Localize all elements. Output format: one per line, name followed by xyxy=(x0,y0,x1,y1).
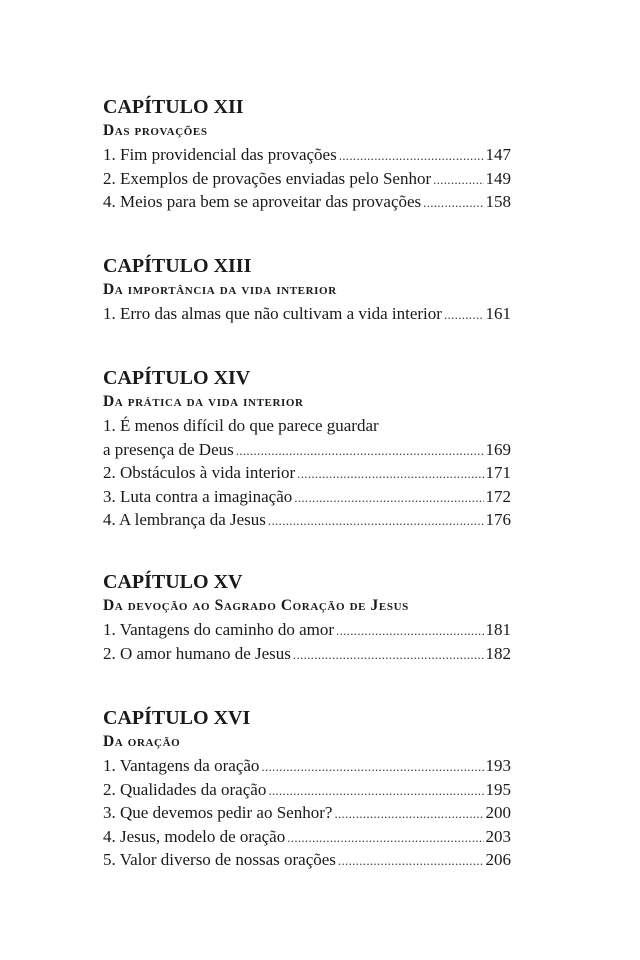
chapter-xiii xyxy=(103,254,511,326)
toc-entry-text: 2. Exemplos de provações enviadas pelo Senhor xyxy=(103,168,432,188)
dot-leader xyxy=(433,168,483,192)
toc-entry[interactable] xyxy=(103,825,511,849)
page-number: 147 xyxy=(485,145,511,164)
dot-leader xyxy=(261,755,483,779)
toc-entry[interactable] xyxy=(103,801,511,825)
toc-entry[interactable] xyxy=(103,167,511,191)
chapter-title: CAPÍTULO XVI xyxy=(103,707,251,729)
toc-entry[interactable] xyxy=(103,414,511,438)
chapter-title: CAPÍTULO XIII xyxy=(103,255,252,277)
toc-entry-text: 1. Vantagens do caminho do amor xyxy=(103,620,335,639)
chapter-subtitle: Da oração xyxy=(103,733,181,750)
toc-entry[interactable] xyxy=(103,485,511,509)
toc-entry-text: 4. Meios para bem se aproveitar das provações xyxy=(103,192,422,212)
chapter-xvi xyxy=(103,706,511,872)
page-number: 182 xyxy=(485,643,511,663)
toc-entry-text: 1. Fim providencial das provações xyxy=(103,145,337,164)
chapter-subtitle: Da devoção ao Sagrado Coração de Jesus xyxy=(103,597,409,614)
dot-leader xyxy=(339,144,484,168)
chapter-title: CAPÍTULO XII xyxy=(103,96,244,118)
toc-entry[interactable] xyxy=(103,778,511,802)
chapter-xiv xyxy=(103,366,511,532)
toc-entry-text: a presença de Deus xyxy=(103,439,234,459)
chapter-title: CAPÍTULO XV xyxy=(103,571,243,593)
toc-entry[interactable] xyxy=(103,461,511,485)
dot-leader xyxy=(423,191,483,215)
page-number: 171 xyxy=(485,463,511,483)
chapter-subtitle: Das provações xyxy=(103,122,208,139)
toc-entry-text: 5. Valor diverso de nossas orações xyxy=(103,850,336,870)
toc-entry-text: 3. Luta contra a imaginação xyxy=(103,486,293,506)
toc-entry[interactable] xyxy=(103,848,511,872)
page-number: 200 xyxy=(485,803,511,823)
dot-leader xyxy=(334,802,483,826)
toc-entry-text: 2. Qualidades da oração xyxy=(103,779,267,799)
dot-leader xyxy=(268,509,484,533)
toc-entry-text: 4. A lembrança da Jesus xyxy=(103,510,266,530)
toc-entry-text: 4. Jesus, modelo de oração xyxy=(103,826,286,846)
toc-entry[interactable] xyxy=(103,302,511,326)
page-number: 193 xyxy=(485,756,511,775)
page-number: 169 xyxy=(485,439,511,459)
page-number: 149 xyxy=(485,168,511,188)
toc-entry-text: 3. Que devemos pedir ao Senhor? xyxy=(103,803,333,823)
toc-entry[interactable] xyxy=(103,143,511,167)
chapter-subtitle: Da importância da vida interior xyxy=(103,281,337,298)
dot-leader xyxy=(444,303,484,327)
dot-leader xyxy=(236,439,484,463)
toc-entry[interactable] xyxy=(103,190,511,214)
toc-entry-text: 1. É menos difícil do que parece guardar xyxy=(103,416,379,435)
dot-leader xyxy=(297,462,483,486)
page-number: 206 xyxy=(485,850,511,870)
toc-entry[interactable] xyxy=(103,618,511,642)
dot-leader xyxy=(336,619,483,643)
toc-entry-text: 2. O amor humano de Jesus xyxy=(103,643,291,663)
page-number: 181 xyxy=(485,620,511,639)
page-number: 161 xyxy=(485,304,511,323)
dot-leader xyxy=(268,779,483,803)
page-number: 195 xyxy=(485,779,511,799)
dot-leader xyxy=(294,486,483,510)
page-number: 158 xyxy=(485,192,511,212)
page-number: 176 xyxy=(485,510,511,530)
dot-leader xyxy=(293,643,484,667)
toc-entry[interactable] xyxy=(103,438,511,462)
toc-entry[interactable] xyxy=(103,754,511,778)
chapter-xii xyxy=(103,95,511,214)
toc-entry-text: 1. Vantagens da oração xyxy=(103,756,260,775)
toc-entry[interactable] xyxy=(103,642,511,666)
toc-entry[interactable] xyxy=(103,508,511,532)
dot-leader xyxy=(338,849,484,873)
chapter-xv xyxy=(103,570,511,665)
toc-entry-text: 1. Erro das almas que não cultivam a vida interior xyxy=(103,304,442,323)
chapter-subtitle: Da prática da vida interior xyxy=(103,393,304,410)
toc-entry-text: 2. Obstáculos à vida interior xyxy=(103,463,296,483)
page-number: 172 xyxy=(485,486,511,506)
page-number: 203 xyxy=(485,826,511,846)
dot-leader xyxy=(287,826,483,850)
chapter-title: CAPÍTULO XIV xyxy=(103,367,251,389)
